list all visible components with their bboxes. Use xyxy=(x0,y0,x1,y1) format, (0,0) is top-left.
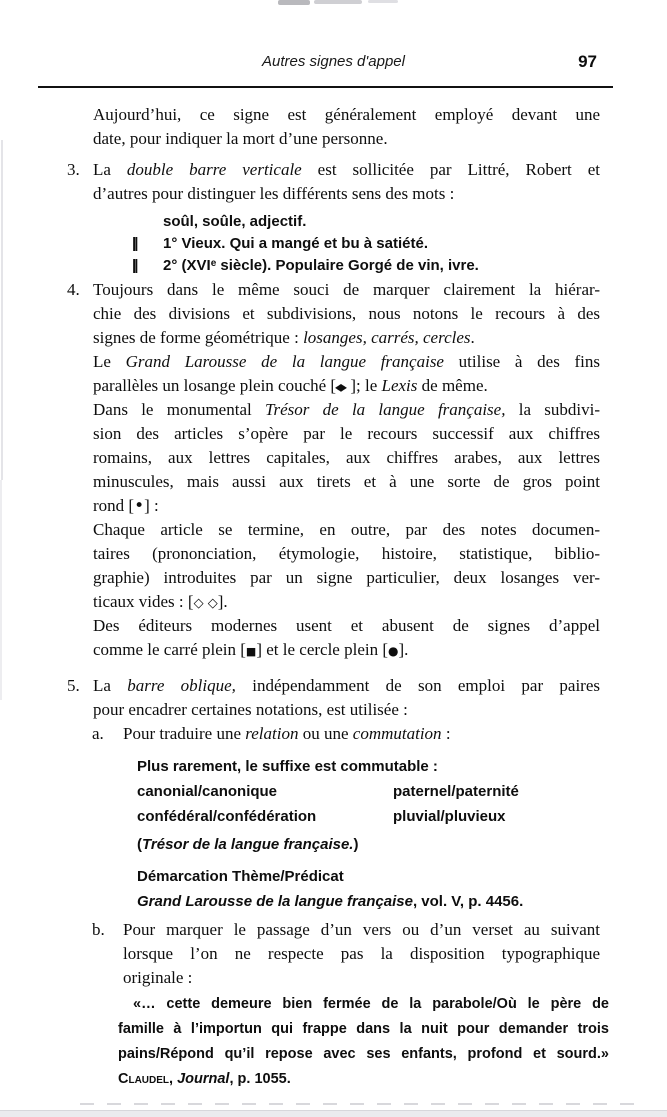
item-5 xyxy=(0,674,667,722)
text-segment: ) xyxy=(353,836,359,853)
text-line xyxy=(0,278,667,302)
text-line xyxy=(0,103,667,127)
sub-item-a xyxy=(0,722,667,746)
claudel-quote xyxy=(0,992,667,1092)
tresor-source xyxy=(0,832,667,857)
text-segment: de même. xyxy=(417,376,488,395)
word-pair-row xyxy=(0,804,667,829)
text-segment: • xyxy=(134,496,145,516)
text-segment: «… cette demeure bien fermée de la parabole/Où le père de xyxy=(133,996,609,1012)
word-pair-row xyxy=(0,779,667,804)
item-marker: 3. xyxy=(67,160,80,179)
demarcation xyxy=(0,864,667,914)
text-segment: ◆ xyxy=(335,381,348,394)
text-line xyxy=(0,722,667,746)
text-segment: Aujourd’hui, ce signe est généralement employé devant une xyxy=(93,105,600,124)
text-segment: pains/Répond qu’il repose avec ses enfants, profond et sourd.» xyxy=(118,1046,609,1062)
text-segment: parallèles un losange plein couché [ xyxy=(93,376,337,395)
text-line xyxy=(0,1017,667,1042)
text-line xyxy=(0,918,667,942)
pair-left: canonial/canonique xyxy=(137,783,278,800)
text-segment: Dans le monumental xyxy=(93,400,265,419)
text-line xyxy=(0,422,667,446)
text-segment: Trésor de la langue française, xyxy=(264,400,506,419)
text-segment: Lexis xyxy=(381,376,418,395)
double-bar-examples xyxy=(0,211,667,277)
text-line xyxy=(0,255,667,277)
page-number: 97 xyxy=(578,52,597,71)
text-segment: Démarcation Thème/Prédicat xyxy=(137,868,344,885)
text-line xyxy=(0,1042,667,1067)
running-header-title: Autres signes d'appel xyxy=(262,53,405,70)
text-segment: Claudel xyxy=(118,1071,170,1087)
commutable-intro xyxy=(0,754,667,779)
text-segment: rond [ xyxy=(93,496,135,515)
text-segment: Pour marquer le passage d’un vers ou d’un verset au suivant xyxy=(123,920,600,939)
text-line xyxy=(0,211,667,233)
text-segment: utilise à des fins xyxy=(443,352,600,371)
text-segment: : xyxy=(441,724,451,743)
text-line xyxy=(0,326,667,350)
pair-right: pluvial/pluvieux xyxy=(393,808,506,825)
item-marker: a. xyxy=(92,724,104,743)
text-segment: La xyxy=(93,160,127,179)
text-line xyxy=(0,398,667,422)
text-line xyxy=(0,698,667,722)
text-segment: indépendamment de son emploi par paires xyxy=(235,676,601,695)
text-segment: , vol. V, p. 4456. xyxy=(412,893,524,910)
header-rule xyxy=(38,86,613,88)
text-segment: ] : xyxy=(144,496,159,515)
text-segment: soûl, soûle, adjectif. xyxy=(163,213,307,230)
item-marker: b. xyxy=(92,920,105,939)
text-segment: ( xyxy=(137,836,142,853)
text-segment: Plus rarement, le suffixe est commutable : xyxy=(137,758,438,775)
text-line xyxy=(0,182,667,206)
text-segment: graphie) introduites par un signe particulier, deux losanges ver- xyxy=(93,568,600,587)
text-segment: ]. xyxy=(217,592,228,611)
text-line xyxy=(0,590,667,614)
text-segment: ticaux vides : [ xyxy=(93,592,194,611)
text-segment: taires (prononciation, étymologie, histoire, statistique, biblio- xyxy=(93,544,600,563)
text-segment: romains, aux lettres capitales, aux chiffres arabes, aux lettres xyxy=(93,448,600,467)
text-segment: pour encadrer certaines notations, est utilisée : xyxy=(93,700,408,719)
scan-artifact xyxy=(314,0,362,4)
text-segment: signes de forme géométrique : xyxy=(93,328,304,347)
text-line xyxy=(0,966,667,990)
text-segment: 1° Vieux. Qui a mangé et bu à satiété. xyxy=(163,235,428,252)
text-segment: ] et le cercle plein [ xyxy=(256,640,388,659)
text-segment: originale : xyxy=(123,968,193,987)
page-header xyxy=(0,50,667,74)
pair-right: paternel/paternité xyxy=(393,783,519,800)
text-line xyxy=(0,542,667,566)
text-line xyxy=(0,832,667,857)
text-segment: Trésor de la langue française. xyxy=(142,836,354,853)
text-segment: Pour traduire une xyxy=(123,724,246,743)
text-segment: relation xyxy=(245,724,299,743)
text-line xyxy=(0,494,667,518)
text-segment: Toujours dans le même souci de marquer clairement la hiérar- xyxy=(93,280,600,299)
text-line xyxy=(0,518,667,542)
text-line xyxy=(0,233,667,255)
scan-artifact xyxy=(278,0,310,5)
text-segment: . xyxy=(470,328,475,347)
text-line xyxy=(0,674,667,698)
text-segment: famille à l’importun qui frappe dans la nuit pour demander trois xyxy=(118,1021,609,1037)
text-segment: barre oblique, xyxy=(127,676,236,695)
text-line xyxy=(0,302,667,326)
text-line xyxy=(0,992,667,1017)
text-segment: la subdivi- xyxy=(505,400,600,419)
text-segment: Journal xyxy=(177,1071,230,1087)
text-segment: ■ xyxy=(245,645,257,658)
text-line xyxy=(0,614,667,638)
text-segment: 2° (XVI xyxy=(163,257,211,274)
scan-artifact xyxy=(368,0,398,3)
text-segment: chie des divisions et subdivisions, nous notons le recours à des xyxy=(93,304,600,323)
text-line xyxy=(0,889,667,914)
text-segment: La xyxy=(93,676,128,695)
word-pairs xyxy=(0,779,667,829)
text-segment: commutation xyxy=(352,724,442,743)
text-segment: e xyxy=(210,258,217,269)
text-segment: ◇ ◇ xyxy=(193,596,218,611)
text-segment: losanges, carrés, cercles xyxy=(303,328,471,347)
text-segment: ● xyxy=(388,644,399,658)
item-4 xyxy=(0,278,667,662)
sub-item-b xyxy=(0,918,667,990)
item-3 xyxy=(0,158,667,206)
text-line xyxy=(0,470,667,494)
text-segment: ou une xyxy=(298,724,353,743)
double-bar-icon: || xyxy=(132,257,137,274)
text-line xyxy=(0,127,667,151)
text-segment: lorsque l’on ne respecte pas la disposition typographique xyxy=(123,944,600,963)
page-body xyxy=(0,103,667,1092)
item-marker: 5. xyxy=(67,676,80,695)
text-segment: Le xyxy=(93,352,126,371)
text-segment: ]; le xyxy=(346,376,382,395)
text-line xyxy=(0,638,667,662)
text-segment: comme le carré plein [ xyxy=(93,640,246,659)
text-segment: minuscules, mais aussi aux tirets et à une sorte de gros point xyxy=(93,472,600,491)
item-marker: 4. xyxy=(67,280,80,299)
text-segment: d’autres pour distinguer les différents sens des mots : xyxy=(93,184,455,203)
text-segment: Des éditeurs modernes usent et abusent de signes d’appel xyxy=(93,616,600,635)
scan-artifact xyxy=(80,1103,640,1105)
scan-artifact xyxy=(0,1110,667,1117)
pair-left: confédéral/confédération xyxy=(137,808,317,825)
text-line xyxy=(0,566,667,590)
text-segment: , xyxy=(169,1071,178,1087)
text-line xyxy=(0,158,667,182)
text-segment: Grand Larousse de la langue française xyxy=(125,352,444,371)
text-segment: sion des articles s’opère par le recours successif aux chiffres xyxy=(93,424,600,443)
text-segment: Grand Larousse de la langue française xyxy=(137,893,413,910)
text-line xyxy=(0,1067,667,1092)
text-line xyxy=(0,374,667,398)
intro-paragraph xyxy=(0,103,667,151)
text-segment: siècle). Populaire Gorgé de vin, ivre. xyxy=(216,257,479,274)
text-line xyxy=(0,754,667,779)
text-line xyxy=(0,864,667,889)
text-segment: Chaque article se termine, en outre, par des notes documen- xyxy=(93,520,600,539)
double-bar-icon: || xyxy=(132,235,137,252)
text-segment: ]. xyxy=(398,640,409,659)
text-line xyxy=(0,350,667,374)
text-segment: , p. 1055. xyxy=(229,1071,291,1087)
text-segment: date, pour indiquer la mort d’une personne. xyxy=(93,129,388,148)
text-line xyxy=(0,942,667,966)
text-segment: est sollicitée par Littré, Robert et xyxy=(301,160,600,179)
text-segment: double barre verticale xyxy=(126,160,302,179)
text-line xyxy=(0,446,667,470)
